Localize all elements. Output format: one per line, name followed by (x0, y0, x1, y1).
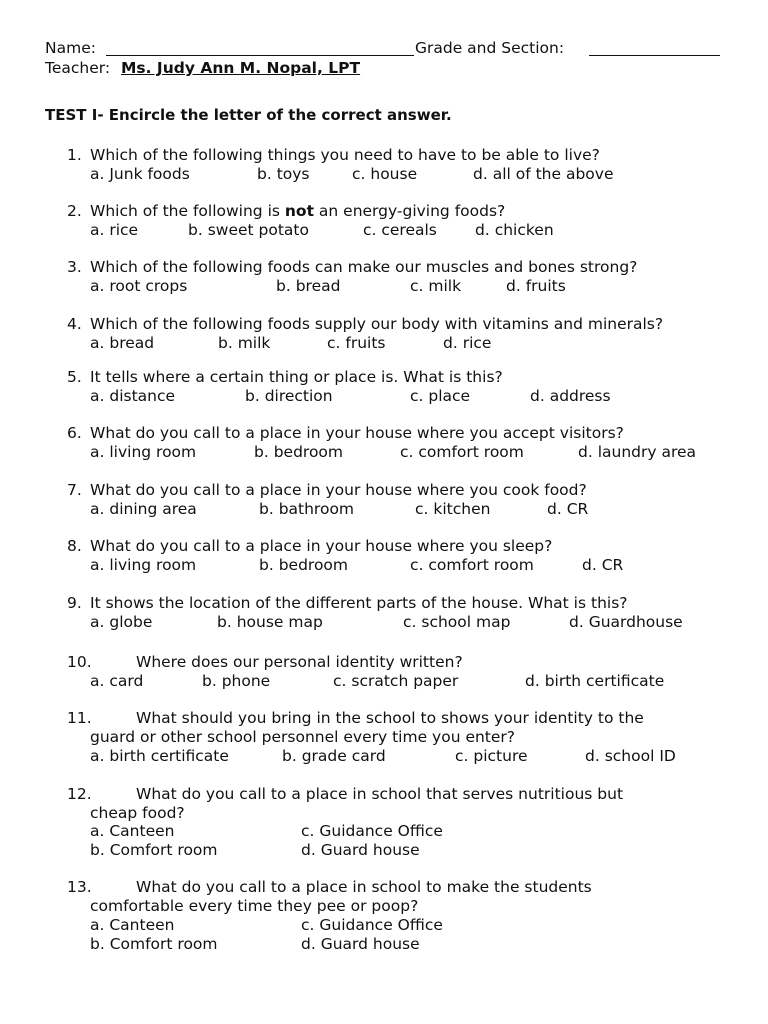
name-blank-line (106, 55, 414, 56)
option-d: d. CR (547, 500, 589, 518)
option-b: b. sweet potato (188, 221, 309, 239)
question-text-continued: cheap food? (90, 804, 185, 822)
question-text: It shows the location of the different parts of the house. What is this? (90, 594, 628, 612)
option-b: b. house map (217, 613, 323, 631)
option-c: c. milk (410, 277, 462, 295)
option-c: c. picture (455, 747, 528, 765)
question-text: What do you call to a place in your house where you sleep? (90, 537, 553, 555)
question-number: 1. (67, 146, 82, 164)
name-label: Name: (45, 39, 96, 57)
question-text-pre: Which of the following is (90, 202, 285, 220)
question-number: 12. (67, 785, 92, 803)
test-title: TEST I- Encircle the letter of the correct answer. (45, 106, 452, 124)
option-d: d. CR (582, 556, 624, 574)
question-number: 2. (67, 202, 82, 220)
option-c: c. fruits (327, 334, 386, 352)
option-a: a. birth certificate (90, 747, 229, 765)
option-a: a. distance (90, 387, 176, 405)
option-c: c. house (352, 165, 418, 183)
option-c: c. comfort room (410, 556, 534, 574)
option-b: b. grade card (282, 747, 386, 765)
option-a: a. dining area (90, 500, 197, 518)
question-text-post: an energy-giving foods? (313, 202, 506, 220)
question-text-continued: guard or other school personnel every time you enter? (90, 728, 516, 746)
question-text-emphasis: not (284, 202, 314, 220)
option-a: a. Canteen (90, 916, 175, 934)
question-text: Which of the following foods supply our body with vitamins and minerals? (90, 315, 664, 333)
question-number: 4. (67, 315, 82, 333)
question-text: What do you call to a place in your house where you accept visitors? (90, 424, 624, 442)
option-d: d. Guard house (301, 935, 420, 953)
question-text: Which of the following foods can make our muscles and bones strong? (90, 258, 638, 276)
question-number: 9. (67, 594, 82, 612)
option-d: d. address (530, 387, 611, 405)
option-b: b. milk (218, 334, 271, 352)
question-text: It tells where a certain thing or place is. What is this? (90, 368, 503, 386)
question-number: 7. (67, 481, 82, 499)
option-c: c. kitchen (415, 500, 491, 518)
option-d: d. rice (443, 334, 492, 352)
option-b: b. Comfort room (90, 841, 218, 859)
option-c: c. Guidance Office (301, 822, 443, 840)
teacher-name: Ms. Judy Ann M. Nopal, LPT (121, 59, 361, 77)
option-b: b. toys (257, 165, 310, 183)
option-d: d. Guard house (301, 841, 420, 859)
grade-section-blank-line (589, 55, 720, 56)
option-d: d. chicken (475, 221, 554, 239)
option-c: c. cereals (363, 221, 437, 239)
option-b: b. bedroom (259, 556, 349, 574)
option-c: c. scratch paper (333, 672, 459, 690)
option-a: a. living room (90, 443, 197, 461)
option-a: a. living room (90, 556, 197, 574)
option-a: a. bread (90, 334, 155, 352)
question-number: 6. (67, 424, 82, 442)
teacher-label: Teacher: (45, 59, 111, 77)
option-d: d. laundry area (578, 443, 697, 461)
question-number: 5. (67, 368, 82, 386)
option-a: a. rice (90, 221, 139, 239)
option-d: d. school ID (585, 747, 676, 765)
option-b: b. bedroom (254, 443, 344, 461)
question-text-continued: comfortable every time they pee or poop? (90, 897, 419, 915)
option-d: d. Guardhouse (569, 613, 683, 631)
question-number: 11. (67, 709, 92, 727)
option-d: d. birth certificate (525, 672, 665, 690)
question-number: 13. (67, 878, 92, 896)
option-a: a. Junk foods (90, 165, 190, 183)
question-text: What do you call to a place in school to make the students (136, 878, 592, 896)
option-b: b. Comfort room (90, 935, 218, 953)
question-number: 10. (67, 653, 92, 671)
option-c: c. place (410, 387, 471, 405)
option-b: b. bathroom (259, 500, 355, 518)
option-a: a. card (90, 672, 144, 690)
option-a: a. root crops (90, 277, 188, 295)
option-c: c. Guidance Office (301, 916, 443, 934)
option-b: b. phone (202, 672, 271, 690)
option-d: d. fruits (506, 277, 566, 295)
question-number: 3. (67, 258, 82, 276)
question-text (90, 202, 505, 221)
grade-section-label: Grade and Section: (415, 39, 565, 57)
option-c: c. school map (403, 613, 511, 631)
question-text: What should you bring in the school to shows your identity to the (136, 709, 644, 727)
option-b: b. direction (245, 387, 333, 405)
question-number: 8. (67, 537, 82, 555)
option-b: b. bread (276, 277, 341, 295)
question-text: What do you call to a place in your house where you cook food? (90, 481, 587, 499)
option-d: d. all of the above (473, 165, 614, 183)
option-a: a. Canteen (90, 822, 175, 840)
question-text: Where does our personal identity written? (136, 653, 463, 671)
option-a: a. globe (90, 613, 153, 631)
option-c: c. comfort room (400, 443, 524, 461)
question-text: What do you call to a place in school that serves nutritious but (136, 785, 624, 803)
question-text: Which of the following things you need to have to be able to live? (90, 146, 600, 164)
